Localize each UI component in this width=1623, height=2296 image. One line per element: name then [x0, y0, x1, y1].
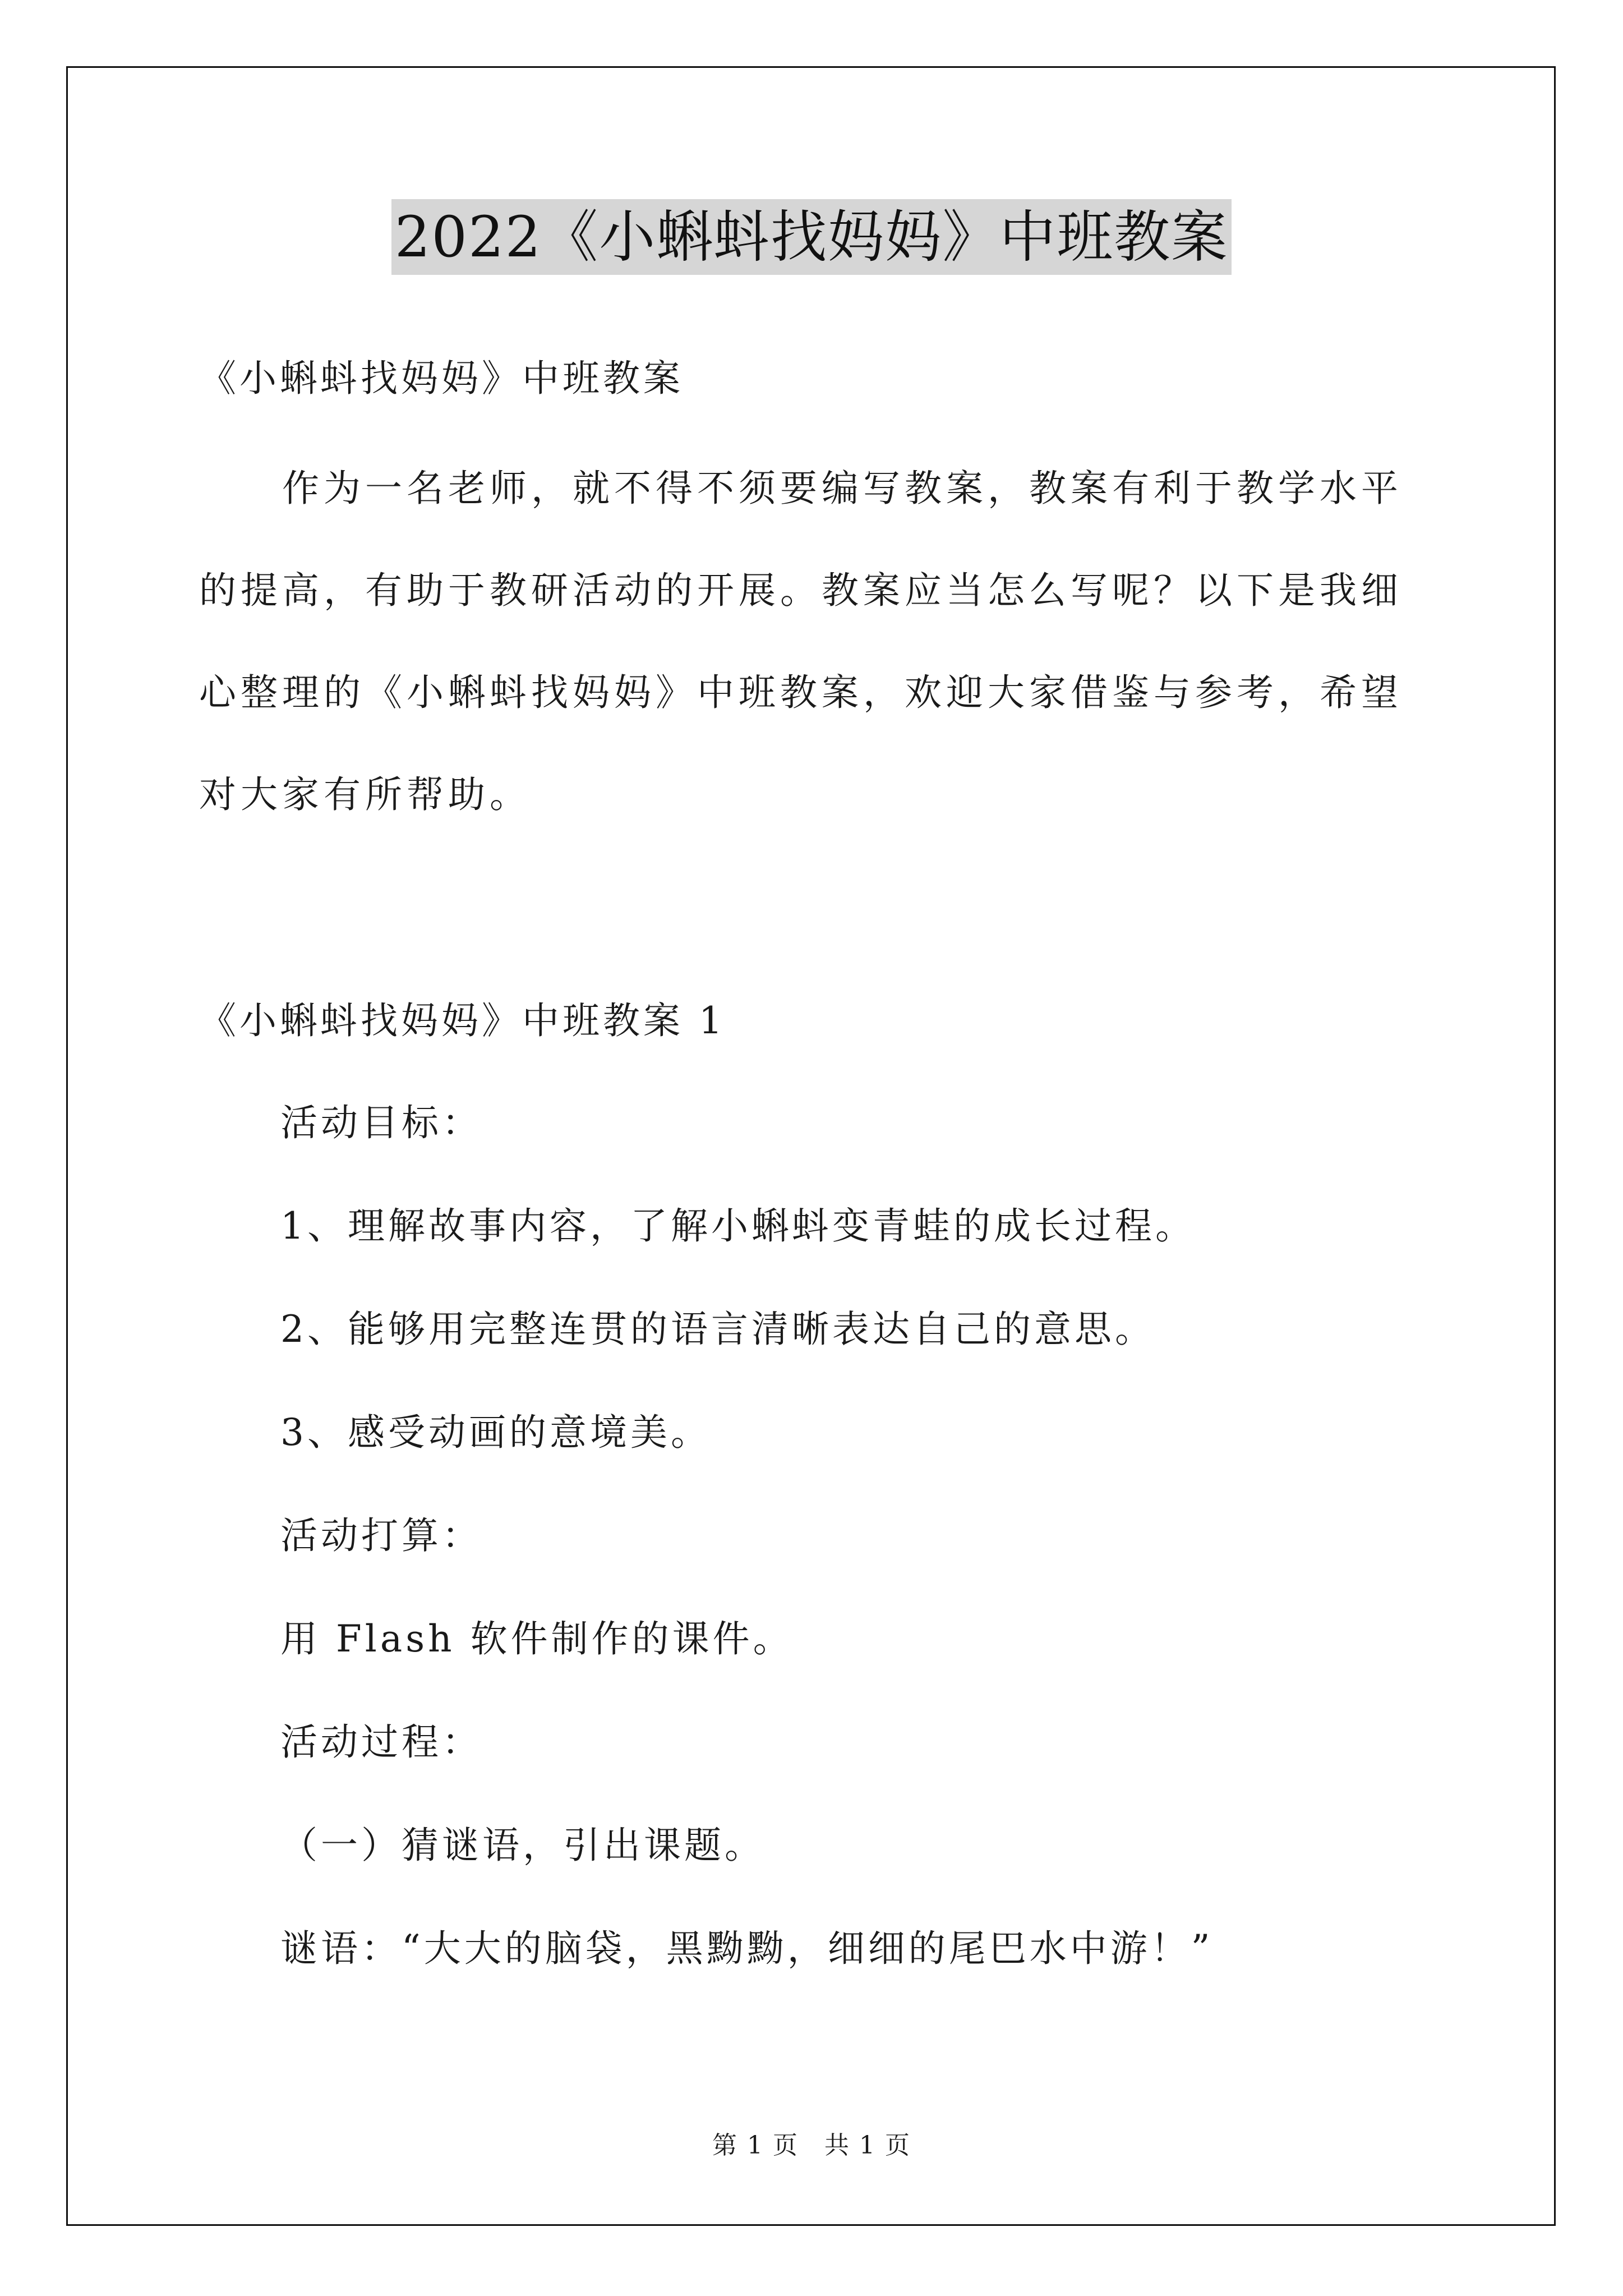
title-container — [0, 199, 1623, 275]
list-item: 1、理解故事内容，了解小蝌蚪变青蛙的成长过程。 — [280, 1204, 1196, 1248]
section-heading: 《小蝌蚪找妈妈》中班教案 1 — [199, 999, 726, 1042]
list-item: 用 Flash 软件制作的课件。 — [280, 1617, 794, 1660]
list-item: 活动目标： — [280, 1101, 482, 1144]
document-title: 2022《小蝌蚪找妈妈》中班教案 — [391, 199, 1232, 275]
page-footer: 第 1 页 共 1 页 — [712, 2131, 911, 2160]
list-item: 3、感受动画的意境美。 — [280, 1411, 711, 1454]
list-item: 2、能够用完整连贯的语言清晰表达自己的意思。 — [280, 1308, 1155, 1351]
intro-paragraph: 作为一名老师，就不得不须要编写教案，教案有利于教学水平的提高，有助于教研活动的开展。教案应当怎么写呢？以下是我细心整理的《小蝌蚪找妈妈》中班教案，欢迎大家借鉴与参考，希望对大家有所帮助。 — [199, 467, 1403, 816]
list-item: 活动过程： — [280, 1720, 482, 1764]
list-item: （一）猜谜语，引出课题。 — [280, 1824, 765, 1867]
intro-block — [199, 438, 1433, 846]
document-subtitle: 《小蝌蚪找妈妈》中班教案 — [199, 357, 684, 400]
list-item: 活动打算： — [280, 1514, 482, 1557]
list-item: 谜语：“大大的脑袋，黑黝黝，细细的尾巴水中游！” — [280, 1927, 1214, 1970]
